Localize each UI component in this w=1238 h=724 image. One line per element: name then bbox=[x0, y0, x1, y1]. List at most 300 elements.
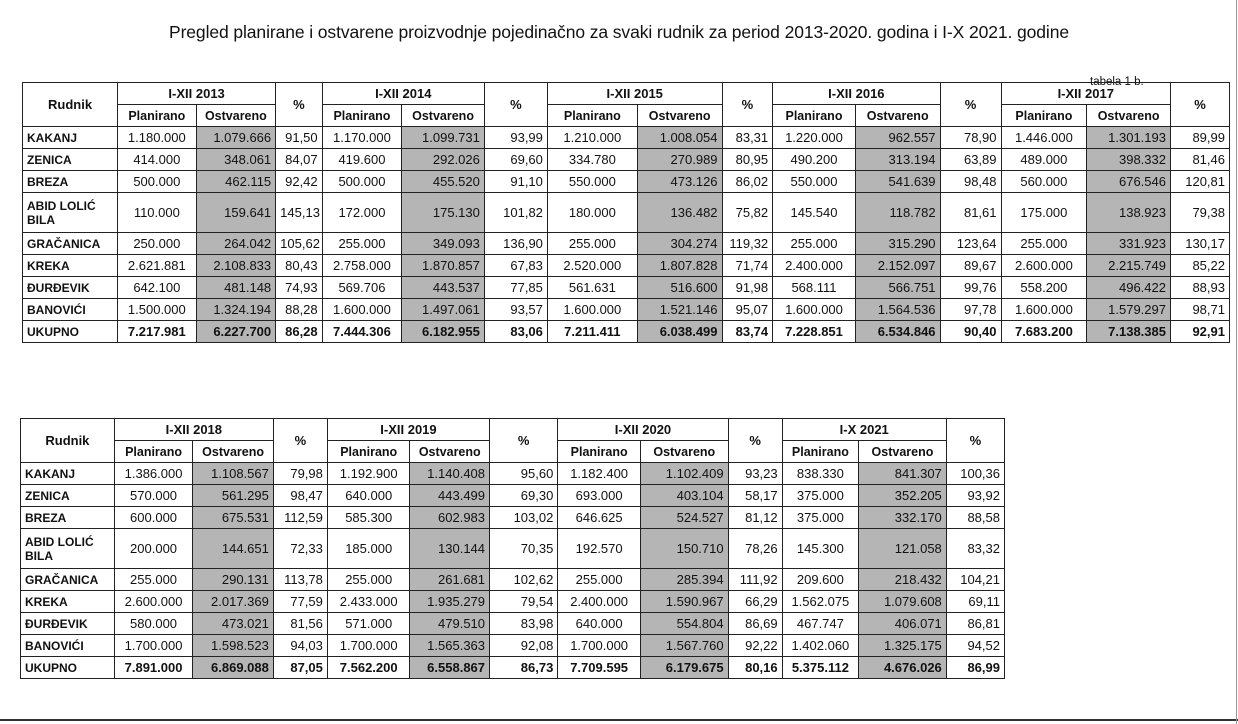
actual-value: 2.215.749 bbox=[1087, 255, 1171, 277]
planned-value: 558.200 bbox=[1001, 277, 1087, 299]
percent-value: 98,48 bbox=[940, 171, 1001, 193]
actual-value: 2.108.833 bbox=[196, 255, 276, 277]
actual-value: 496.422 bbox=[1087, 277, 1171, 299]
planned-value: 1.210.000 bbox=[547, 127, 637, 149]
actual-value: 1.324.194 bbox=[196, 299, 276, 321]
percent-value: 78,26 bbox=[728, 529, 782, 569]
percent-value: 70,35 bbox=[490, 529, 558, 569]
actual-value: 6.227.700 bbox=[196, 321, 276, 343]
period-header: I-XII 2015 bbox=[547, 83, 722, 105]
percent-value: 86,99 bbox=[946, 657, 1004, 679]
actual-value: 1.935.279 bbox=[410, 591, 490, 613]
planirano-header: Planirano bbox=[118, 105, 197, 127]
production-table-2013-2017 bbox=[22, 82, 1230, 343]
percent-value: 120,81 bbox=[1170, 171, 1229, 193]
actual-value: 479.510 bbox=[410, 613, 490, 635]
percent-value: 93,99 bbox=[484, 127, 547, 149]
actual-value: 290.131 bbox=[193, 569, 274, 591]
actual-value: 473.021 bbox=[193, 613, 274, 635]
planned-value: 640.000 bbox=[327, 485, 410, 507]
percent-value: 93,92 bbox=[946, 485, 1004, 507]
planned-value: 209.600 bbox=[782, 569, 858, 591]
planned-value: 419.600 bbox=[322, 149, 402, 171]
planned-value: 255.000 bbox=[773, 233, 856, 255]
planned-value: 255.000 bbox=[327, 569, 410, 591]
percent-value: 119,32 bbox=[722, 233, 773, 255]
actual-value: 118.782 bbox=[855, 193, 940, 233]
period-header: I-XII 2020 bbox=[558, 419, 728, 441]
ostvareno-header: Ostvareno bbox=[855, 105, 940, 127]
table-row bbox=[21, 507, 1005, 529]
percent-value: 81,56 bbox=[273, 613, 327, 635]
percent-value: 88,93 bbox=[1170, 277, 1229, 299]
percent-value: 78,90 bbox=[940, 127, 1001, 149]
planned-value: 646.625 bbox=[558, 507, 641, 529]
planned-value: 838.330 bbox=[782, 463, 858, 485]
planned-value: 569.706 bbox=[322, 277, 402, 299]
percent-value: 80,43 bbox=[276, 255, 323, 277]
planned-value: 1.446.000 bbox=[1001, 127, 1087, 149]
percent-value: 93,57 bbox=[484, 299, 547, 321]
planned-value: 2.433.000 bbox=[327, 591, 410, 613]
percent-value: 83,32 bbox=[946, 529, 1004, 569]
percent-value: 77,59 bbox=[273, 591, 327, 613]
actual-value: 1.870.857 bbox=[402, 255, 485, 277]
planned-value: 7.211.411 bbox=[547, 321, 637, 343]
actual-value: 175.130 bbox=[402, 193, 485, 233]
mine-name: GRAČANICA bbox=[21, 569, 115, 591]
planned-value: 200.000 bbox=[114, 529, 193, 569]
actual-value: 524.527 bbox=[640, 507, 728, 529]
actual-value: 1.108.567 bbox=[193, 463, 274, 485]
percent-value: 88,28 bbox=[276, 299, 323, 321]
planned-value: 1.170.000 bbox=[322, 127, 402, 149]
planned-value: 2.600.000 bbox=[1001, 255, 1087, 277]
actual-value: 602.983 bbox=[410, 507, 490, 529]
actual-value: 1.140.408 bbox=[410, 463, 490, 485]
percent-value: 102,62 bbox=[490, 569, 558, 591]
planned-value: 550.000 bbox=[773, 171, 856, 193]
percent-value: 99,76 bbox=[940, 277, 1001, 299]
percent-value: 84,07 bbox=[276, 149, 323, 171]
planned-value: 185.000 bbox=[327, 529, 410, 569]
percent-value: 79,98 bbox=[273, 463, 327, 485]
percent-value: 63,89 bbox=[940, 149, 1001, 171]
percent-value: 86,02 bbox=[722, 171, 773, 193]
planned-value: 334.780 bbox=[547, 149, 637, 171]
actual-value: 144.651 bbox=[193, 529, 274, 569]
period-header: I-XII 2016 bbox=[773, 83, 940, 105]
actual-value: 516.600 bbox=[637, 277, 722, 299]
planned-value: 7.444.306 bbox=[322, 321, 402, 343]
actual-value: 138.923 bbox=[1087, 193, 1171, 233]
planned-value: 2.621.881 bbox=[118, 255, 197, 277]
planned-value: 5.375.112 bbox=[782, 657, 858, 679]
percent-value: 86,81 bbox=[946, 613, 1004, 635]
actual-value: 1.579.297 bbox=[1087, 299, 1171, 321]
period-header: I-XII 2017 bbox=[1001, 83, 1170, 105]
table-row bbox=[23, 127, 1230, 149]
planirano-header: Planirano bbox=[327, 441, 410, 463]
percent-value: 103,02 bbox=[490, 507, 558, 529]
planned-value: 642.100 bbox=[118, 277, 197, 299]
percent-value: 83,31 bbox=[722, 127, 773, 149]
percent-value: 79,54 bbox=[490, 591, 558, 613]
actual-value: 352.205 bbox=[859, 485, 947, 507]
percent-value: 77,85 bbox=[484, 277, 547, 299]
actual-value: 1.521.146 bbox=[637, 299, 722, 321]
actual-value: 6.534.846 bbox=[855, 321, 940, 343]
percent-value: 81,61 bbox=[940, 193, 1001, 233]
percent-value: 86,28 bbox=[276, 321, 323, 343]
period-header: I-X 2021 bbox=[782, 419, 946, 441]
planned-value: 175.000 bbox=[1001, 193, 1087, 233]
planned-value: 110.000 bbox=[118, 193, 197, 233]
actual-value: 264.042 bbox=[196, 233, 276, 255]
table-row bbox=[21, 485, 1005, 507]
percent-value: 80,16 bbox=[728, 657, 782, 679]
planned-value: 571.000 bbox=[327, 613, 410, 635]
planned-value: 1.600.000 bbox=[547, 299, 637, 321]
mine-name: KAKANJ bbox=[23, 127, 118, 149]
actual-value: 270.989 bbox=[637, 149, 722, 171]
mine-name: BANOVIĆI bbox=[23, 299, 118, 321]
planned-value: 145.540 bbox=[773, 193, 856, 233]
planned-value: 255.000 bbox=[114, 569, 193, 591]
planned-value: 1.600.000 bbox=[1001, 299, 1087, 321]
percent-value: 92,08 bbox=[490, 635, 558, 657]
planned-value: 255.000 bbox=[1001, 233, 1087, 255]
percent-value: 83,98 bbox=[490, 613, 558, 635]
mine-name: KREKA bbox=[21, 591, 115, 613]
planned-value: 255.000 bbox=[322, 233, 402, 255]
percent-value: 94,03 bbox=[273, 635, 327, 657]
planned-value: 7.683.200 bbox=[1001, 321, 1087, 343]
mine-name: UKUPNO bbox=[21, 657, 115, 679]
actual-value: 1.102.409 bbox=[640, 463, 728, 485]
planirano-header: Planirano bbox=[1001, 105, 1087, 127]
ostvareno-header: Ostvareno bbox=[402, 105, 485, 127]
planned-value: 250.000 bbox=[118, 233, 197, 255]
actual-value: 6.869.088 bbox=[193, 657, 274, 679]
planned-value: 172.000 bbox=[322, 193, 402, 233]
actual-value: 473.126 bbox=[637, 171, 722, 193]
planned-value: 1.562.075 bbox=[782, 591, 858, 613]
page-bottom-rule bbox=[0, 719, 1238, 721]
percent-value: 74,93 bbox=[276, 277, 323, 299]
actual-value: 443.537 bbox=[402, 277, 485, 299]
period-header: I-XII 2018 bbox=[114, 419, 273, 441]
actual-value: 6.038.499 bbox=[637, 321, 722, 343]
actual-value: 455.520 bbox=[402, 171, 485, 193]
table-row bbox=[23, 299, 1230, 321]
actual-value: 4.676.026 bbox=[859, 657, 947, 679]
planned-value: 375.000 bbox=[782, 507, 858, 529]
table-row bbox=[21, 529, 1005, 569]
percent-value: 95,60 bbox=[490, 463, 558, 485]
planirano-header: Planirano bbox=[558, 441, 641, 463]
percent-value: 91,98 bbox=[722, 277, 773, 299]
percent-value: 86,69 bbox=[728, 613, 782, 635]
mine-name: ABID LOLIĆ BILA bbox=[23, 193, 118, 233]
percent-value: 81,46 bbox=[1170, 149, 1229, 171]
mine-name: BREZA bbox=[21, 507, 115, 529]
percent-value: 69,30 bbox=[490, 485, 558, 507]
actual-value: 1.079.608 bbox=[859, 591, 947, 613]
actual-value: 6.558.867 bbox=[410, 657, 490, 679]
mine-name: ĐURĐEVIK bbox=[21, 613, 115, 635]
percent-value: 111,92 bbox=[728, 569, 782, 591]
planned-value: 1.220.000 bbox=[773, 127, 856, 149]
percent-value: 83,06 bbox=[484, 321, 547, 343]
actual-value: 1.564.536 bbox=[855, 299, 940, 321]
percent-value: 83,74 bbox=[722, 321, 773, 343]
actual-value: 1.008.054 bbox=[637, 127, 722, 149]
planned-value: 580.000 bbox=[114, 613, 193, 635]
actual-value: 285.394 bbox=[640, 569, 728, 591]
planned-value: 1.600.000 bbox=[322, 299, 402, 321]
header-row-columns bbox=[23, 105, 1230, 127]
actual-value: 7.138.385 bbox=[1087, 321, 1171, 343]
table-row bbox=[21, 635, 1005, 657]
table-row bbox=[23, 149, 1230, 171]
actual-value: 159.641 bbox=[196, 193, 276, 233]
mine-name: KAKANJ bbox=[21, 463, 115, 485]
actual-value: 443.499 bbox=[410, 485, 490, 507]
planned-value: 255.000 bbox=[547, 233, 637, 255]
planned-value: 2.400.000 bbox=[558, 591, 641, 613]
actual-value: 313.194 bbox=[855, 149, 940, 171]
planned-value: 180.000 bbox=[547, 193, 637, 233]
actual-value: 150.710 bbox=[640, 529, 728, 569]
percent-value: 87,05 bbox=[273, 657, 327, 679]
percent-value: 98,71 bbox=[1170, 299, 1229, 321]
percent-value: 80,95 bbox=[722, 149, 773, 171]
planned-value: 7.562.200 bbox=[327, 657, 410, 679]
planned-value: 550.000 bbox=[547, 171, 637, 193]
planned-value: 568.111 bbox=[773, 277, 856, 299]
percent-value: 69,60 bbox=[484, 149, 547, 171]
percent-value: 91,50 bbox=[276, 127, 323, 149]
planirano-header: Planirano bbox=[322, 105, 402, 127]
percent-header: % bbox=[273, 419, 327, 463]
actual-value: 398.332 bbox=[1087, 149, 1171, 171]
percent-value: 86,73 bbox=[490, 657, 558, 679]
percent-value: 66,29 bbox=[728, 591, 782, 613]
actual-value: 1.598.523 bbox=[193, 635, 274, 657]
percent-header: % bbox=[946, 419, 1004, 463]
planned-value: 7.891.000 bbox=[114, 657, 193, 679]
period-header: I-XII 2014 bbox=[322, 83, 484, 105]
planned-value: 2.400.000 bbox=[773, 255, 856, 277]
actual-value: 349.093 bbox=[402, 233, 485, 255]
actual-value: 136.482 bbox=[637, 193, 722, 233]
planned-value: 1.402.060 bbox=[782, 635, 858, 657]
percent-value: 81,12 bbox=[728, 507, 782, 529]
percent-value: 67,83 bbox=[484, 255, 547, 277]
table-label: tabela 1 b. bbox=[1090, 76, 1144, 88]
actual-value: 6.179.675 bbox=[640, 657, 728, 679]
mine-name: ZENICA bbox=[21, 485, 115, 507]
percent-value: 92,22 bbox=[728, 635, 782, 657]
actual-value: 304.274 bbox=[637, 233, 722, 255]
actual-value: 1.079.666 bbox=[196, 127, 276, 149]
planned-value: 1.500.000 bbox=[118, 299, 197, 321]
percent-value: 71,74 bbox=[722, 255, 773, 277]
planned-value: 560.000 bbox=[1001, 171, 1087, 193]
percent-value: 85,22 bbox=[1170, 255, 1229, 277]
planned-value: 1.700.000 bbox=[114, 635, 193, 657]
percent-value: 58,17 bbox=[728, 485, 782, 507]
actual-value: 561.295 bbox=[193, 485, 274, 507]
planned-value: 1.182.400 bbox=[558, 463, 641, 485]
table-row bbox=[23, 277, 1230, 299]
total-row bbox=[23, 321, 1230, 343]
actual-value: 462.115 bbox=[196, 171, 276, 193]
planned-value: 489.000 bbox=[1001, 149, 1087, 171]
actual-value: 1.325.175 bbox=[859, 635, 947, 657]
percent-header: % bbox=[1170, 83, 1229, 127]
actual-value: 406.071 bbox=[859, 613, 947, 635]
planirano-header: Planirano bbox=[114, 441, 193, 463]
actual-value: 841.307 bbox=[859, 463, 947, 485]
actual-value: 348.061 bbox=[196, 149, 276, 171]
percent-value: 123,64 bbox=[940, 233, 1001, 255]
percent-value: 92,42 bbox=[276, 171, 323, 193]
actual-value: 1.807.828 bbox=[637, 255, 722, 277]
planned-value: 192.570 bbox=[558, 529, 641, 569]
period-header: I-XII 2013 bbox=[118, 83, 276, 105]
actual-value: 121.058 bbox=[859, 529, 947, 569]
percent-value: 90,40 bbox=[940, 321, 1001, 343]
percent-value: 93,23 bbox=[728, 463, 782, 485]
actual-value: 675.531 bbox=[193, 507, 274, 529]
actual-value: 2.152.097 bbox=[855, 255, 940, 277]
actual-value: 331.923 bbox=[1087, 233, 1171, 255]
planned-value: 467.747 bbox=[782, 613, 858, 635]
header-row-periods bbox=[23, 83, 1230, 105]
percent-value: 89,67 bbox=[940, 255, 1001, 277]
planned-value: 585.300 bbox=[327, 507, 410, 529]
actual-value: 541.639 bbox=[855, 171, 940, 193]
percent-header: % bbox=[940, 83, 1001, 127]
percent-header: % bbox=[490, 419, 558, 463]
mine-name: UKUPNO bbox=[23, 321, 118, 343]
percent-value: 100,36 bbox=[946, 463, 1004, 485]
ostvareno-header: Ostvareno bbox=[410, 441, 490, 463]
mine-name: KREKA bbox=[23, 255, 118, 277]
planned-value: 1.192.900 bbox=[327, 463, 410, 485]
actual-value: 1.497.061 bbox=[402, 299, 485, 321]
planned-value: 561.631 bbox=[547, 277, 637, 299]
table-row bbox=[23, 171, 1230, 193]
percent-value: 136,90 bbox=[484, 233, 547, 255]
planned-value: 1.180.000 bbox=[118, 127, 197, 149]
actual-value: 962.557 bbox=[855, 127, 940, 149]
ostvareno-header: Ostvareno bbox=[1087, 105, 1171, 127]
percent-value: 97,78 bbox=[940, 299, 1001, 321]
table-row bbox=[21, 569, 1005, 591]
planned-value: 414.000 bbox=[118, 149, 197, 171]
actual-value: 332.170 bbox=[859, 507, 947, 529]
ostvareno-header: Ostvareno bbox=[640, 441, 728, 463]
planned-value: 1.700.000 bbox=[327, 635, 410, 657]
percent-value: 113,78 bbox=[273, 569, 327, 591]
planned-value: 570.000 bbox=[114, 485, 193, 507]
percent-header: % bbox=[276, 83, 323, 127]
planned-value: 2.520.000 bbox=[547, 255, 637, 277]
actual-value: 481.148 bbox=[196, 277, 276, 299]
planned-value: 255.000 bbox=[558, 569, 641, 591]
mine-name: ABID LOLIĆ BILA bbox=[21, 529, 115, 569]
percent-value: 72,33 bbox=[273, 529, 327, 569]
percent-header: % bbox=[722, 83, 773, 127]
percent-value: 112,59 bbox=[273, 507, 327, 529]
planned-value: 7.217.981 bbox=[118, 321, 197, 343]
percent-value: 101,82 bbox=[484, 193, 547, 233]
actual-value: 676.546 bbox=[1087, 171, 1171, 193]
actual-value: 2.017.369 bbox=[193, 591, 274, 613]
percent-value: 105,62 bbox=[276, 233, 323, 255]
total-row bbox=[21, 657, 1005, 679]
actual-value: 315.290 bbox=[855, 233, 940, 255]
actual-value: 1.099.731 bbox=[402, 127, 485, 149]
planned-value: 1.600.000 bbox=[773, 299, 856, 321]
actual-value: 1.567.760 bbox=[640, 635, 728, 657]
planned-value: 2.758.000 bbox=[322, 255, 402, 277]
mine-name: GRAČANICA bbox=[23, 233, 118, 255]
ostvareno-header: Ostvareno bbox=[859, 441, 947, 463]
percent-value: 95,07 bbox=[722, 299, 773, 321]
actual-value: 1.301.193 bbox=[1087, 127, 1171, 149]
actual-value: 6.182.955 bbox=[402, 321, 485, 343]
planned-value: 1.386.000 bbox=[114, 463, 193, 485]
percent-value: 91,10 bbox=[484, 171, 547, 193]
percent-value: 79,38 bbox=[1170, 193, 1229, 233]
planirano-header: Planirano bbox=[782, 441, 858, 463]
mine-name: BANOVIĆI bbox=[21, 635, 115, 657]
percent-value: 130,17 bbox=[1170, 233, 1229, 255]
header-row-periods bbox=[21, 419, 1005, 441]
planned-value: 7.709.595 bbox=[558, 657, 641, 679]
planned-value: 490.200 bbox=[773, 149, 856, 171]
percent-value: 98,47 bbox=[273, 485, 327, 507]
planirano-header: Planirano bbox=[773, 105, 856, 127]
planned-value: 375.000 bbox=[782, 485, 858, 507]
actual-value: 130.144 bbox=[410, 529, 490, 569]
ostvareno-header: Ostvareno bbox=[196, 105, 276, 127]
actual-value: 292.026 bbox=[402, 149, 485, 171]
table-row bbox=[23, 233, 1230, 255]
production-table-2018-2021 bbox=[20, 418, 1005, 679]
actual-value: 403.104 bbox=[640, 485, 728, 507]
table-row bbox=[21, 463, 1005, 485]
actual-value: 218.432 bbox=[859, 569, 947, 591]
percent-value: 75,82 bbox=[722, 193, 773, 233]
table-row bbox=[23, 193, 1230, 233]
planned-value: 600.000 bbox=[114, 507, 193, 529]
percent-header: % bbox=[484, 83, 547, 127]
percent-value: 104,21 bbox=[946, 569, 1004, 591]
planned-value: 500.000 bbox=[118, 171, 197, 193]
ostvareno-header: Ostvareno bbox=[193, 441, 274, 463]
percent-value: 92,91 bbox=[1170, 321, 1229, 343]
actual-value: 261.681 bbox=[410, 569, 490, 591]
table-row bbox=[21, 591, 1005, 613]
planned-value: 145.300 bbox=[782, 529, 858, 569]
percent-value: 69,11 bbox=[946, 591, 1004, 613]
actual-value: 1.565.363 bbox=[410, 635, 490, 657]
